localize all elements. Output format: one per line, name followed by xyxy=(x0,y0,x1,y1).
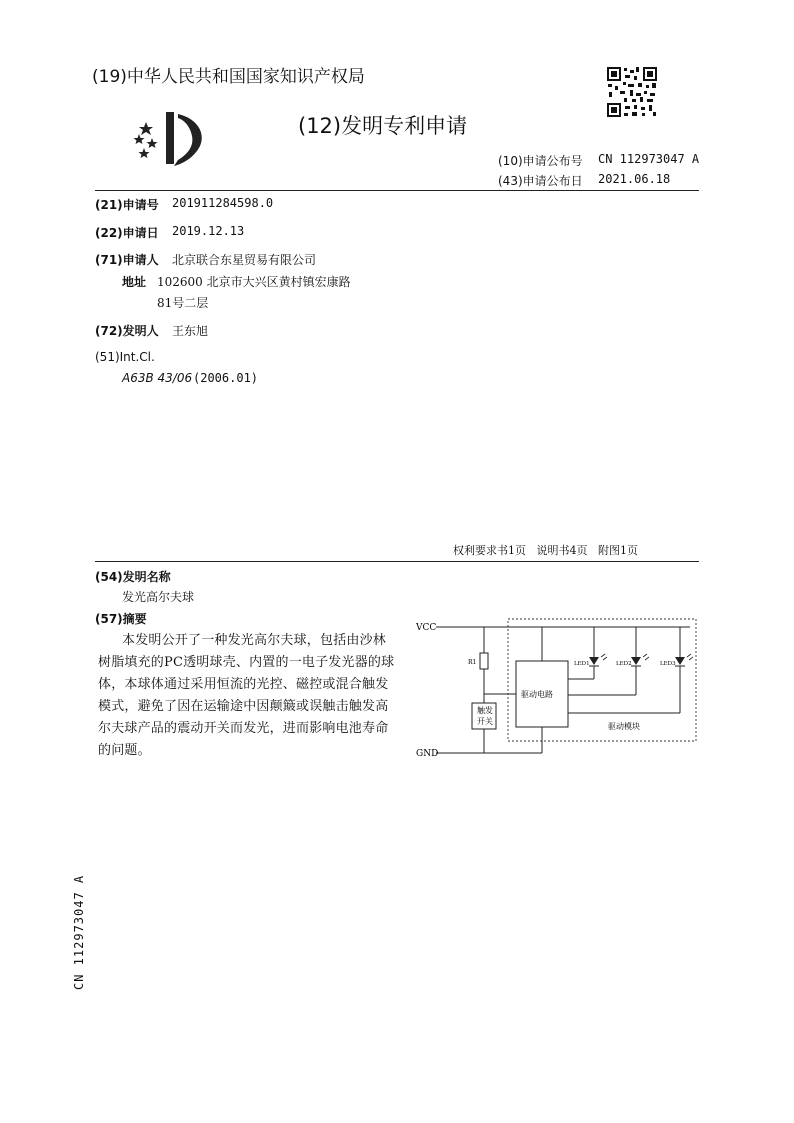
module-label: 驱动模块 xyxy=(608,722,640,731)
app-no: 201911284598.0 xyxy=(172,196,274,210)
address-label: 地址 xyxy=(122,275,147,289)
mid-rule xyxy=(95,561,699,562)
inventor: 王东旭 xyxy=(172,324,209,338)
abstract-label: (57)摘要 xyxy=(95,612,147,626)
invention-title: 发光高尔夫球 xyxy=(122,590,195,604)
abstract-text: 本发明公开了一种发光高尔夫球，包括由沙林树脂填充的PC透明球壳、内置的一电子发光器的球体，本球体通过采用恒流的光控、磁控或混合触发模式，避免了因在运输途中因颠簸或误触击触发高尔夫球产品的震动开关而发光，进而影响电池寿命的问题。 xyxy=(98,633,395,758)
cnipa-logo xyxy=(130,108,210,168)
ipc-code: A63B 43/06 xyxy=(122,371,193,385)
led2-label: LED2 xyxy=(616,661,632,667)
app-no-label: (21)申请号 xyxy=(95,198,159,212)
resistor-r1 xyxy=(480,653,488,669)
pub-date-label: (43)申请公布日 xyxy=(498,174,583,188)
circuit-diagram xyxy=(408,605,708,765)
led1-icon xyxy=(589,657,599,665)
side-pub-number: CN 112973047 A xyxy=(72,874,86,990)
address-line1: 102600 北京市大兴区黄村镇宏康路 xyxy=(157,275,351,289)
inventor-label: (72)发明人 xyxy=(95,324,159,338)
document-kind: (12)发明专利申请 xyxy=(298,114,468,138)
app-date-label: (22)申请日 xyxy=(95,226,159,240)
pub-no: CN 112973047 A xyxy=(598,152,700,166)
led3-icon xyxy=(675,657,685,665)
driver-label: 驱动电路 xyxy=(521,690,553,699)
ipc-version: (2006.01) xyxy=(193,371,259,385)
led2-icon xyxy=(631,657,641,665)
led1-label: LED1 xyxy=(574,661,590,667)
office-name: (19)中华人民共和国国家知识产权局 xyxy=(92,67,365,87)
qr-code-icon xyxy=(606,66,658,118)
r1-label: R1 xyxy=(468,659,477,666)
pub-no-label: (10)申请公布号 xyxy=(498,154,583,168)
applicant: 北京联合东星贸易有限公司 xyxy=(172,253,317,267)
module-box xyxy=(508,619,696,741)
applicant-label: (71)申请人 xyxy=(95,253,159,267)
qr-code xyxy=(606,66,658,118)
ipc-label: (51)Int.Cl. xyxy=(95,350,155,364)
app-date: 2019.12.13 xyxy=(172,224,245,238)
cnipa-logo-icon xyxy=(130,108,210,168)
vcc-label: VCC xyxy=(416,623,437,633)
pub-date: 2021.06.18 xyxy=(598,172,671,186)
header-rule xyxy=(95,190,699,191)
circuit-figure xyxy=(408,605,708,765)
title-label: (54)发明名称 xyxy=(95,570,171,584)
address-line2: 81号二层 xyxy=(157,296,209,310)
pages-info: 权利要求书1页 说明书4页 附图1页 xyxy=(453,544,638,557)
gnd-label: GND xyxy=(416,749,439,759)
led3-label: LED3 xyxy=(660,661,676,667)
trigger-label-2: 开关 xyxy=(477,717,493,726)
trigger-label-1: 触发 xyxy=(477,706,493,715)
